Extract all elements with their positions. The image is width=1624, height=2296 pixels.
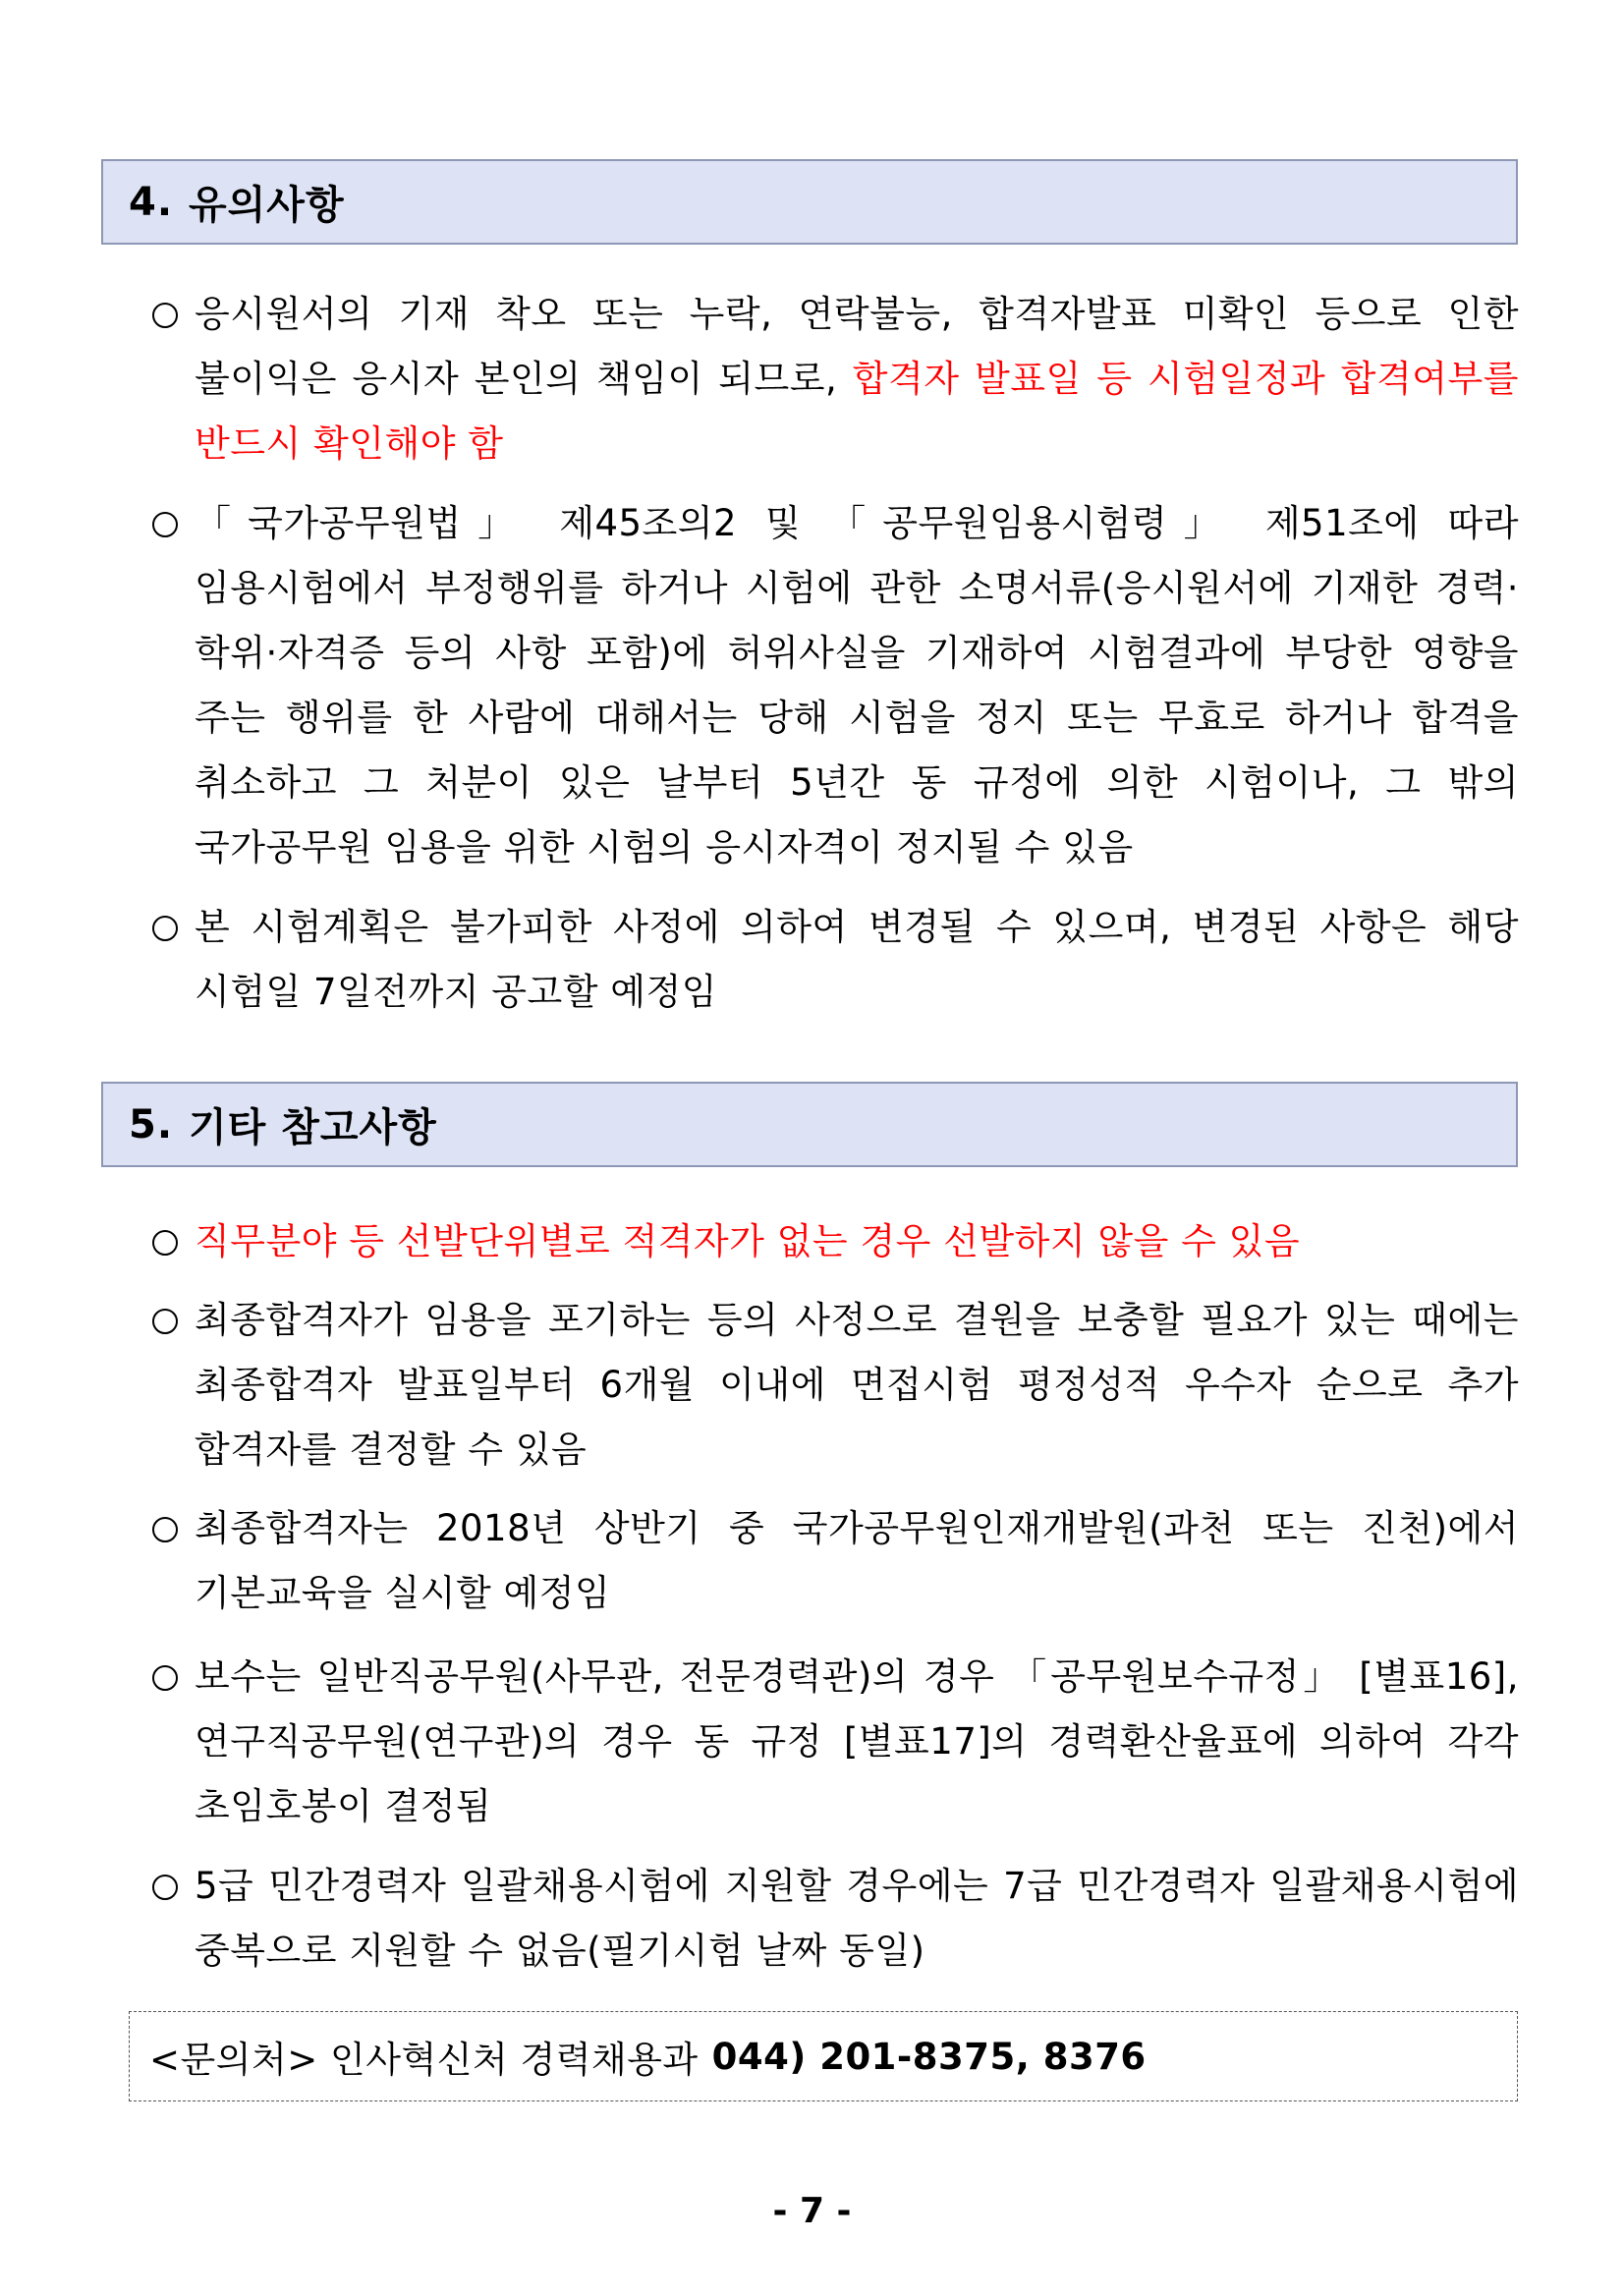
section-5-number: 5.	[129, 1101, 174, 1148]
section-4-title: 유의사항	[189, 183, 345, 228]
item-highlight: 직무분야 등 선발단위별로 적격자가 없는 경우 선발하지 않을 수 있음	[195, 1220, 1301, 1262]
section-5-title: 기타 참고사항	[189, 1105, 437, 1150]
item-text: 보수는 일반직공무원(사무관, 전문경력관)의 경우 「공무원보수규정」 [별표16], 연구직공무원(연구관)의 경우 동 규정 [별표17]의 경력환산율표에 의하여 각각 초임호봉이 결정됨	[195, 1655, 1519, 1827]
circle-bullet-icon	[136, 895, 195, 962]
list-item	[136, 895, 1521, 1025]
item-text: 최종합격자가 임용을 포기하는 등의 사정으로 결원을 보충할 필요가 있는 때에는 최종합격자 발표일부터 6개월 이내에 면접시험 평정성적 우수자 순으로 추가 합격자를 결정할 수 있음	[195, 1299, 1519, 1471]
item-text: 본 시험계획은 불가피한 사정에 의하여 변경될 수 있으며, 변경된 사항은 해당 시험일 7일전까지 공고할 예정임	[195, 906, 1519, 1013]
section-5-header	[101, 1082, 1518, 1167]
list-item	[136, 1645, 1521, 1839]
item-text: 최종합격자는 2018년 상반기 중 국가공무원인재개발원(과천 또는 진천)에서 기본교육을 실시할 예정임	[195, 1507, 1519, 1614]
page-number: - 7 -	[772, 2191, 852, 2231]
circle-bullet-icon	[136, 1645, 195, 1711]
list-item	[136, 491, 1521, 880]
circle-bullet-icon	[136, 1496, 195, 1563]
list-item	[136, 1496, 1521, 1626]
contact-box	[129, 2011, 1518, 2101]
contact-label: <문의처> 인사혁신처 경력채용과	[149, 2039, 699, 2081]
item-text: 응시원서의 기재 착오 또는 누락, 연락불능, 합격자발표 미확인 등으로 인한 불이익은 응시자 본인의 책임이 되므로,	[195, 293, 1519, 400]
circle-bullet-icon	[136, 1209, 195, 1276]
list-item	[136, 1209, 1521, 1274]
circle-bullet-icon	[136, 1288, 195, 1355]
item-text: 「국가공무원법」 제45조의2 및 「공무원임용시험령」 제51조에 따라 임용시험에서 부정행위를 하거나 시험에 관한 소명서류(응시원서에 기재한 경력·학위·자격증 등의 사항 포함)에 허위사실을 기재하여 시험결과에 부당한 영향을 주는 행위를 한 사람에 대해서는 당해 시험을 정지 또는 무효로 하거나 합격을 취소하고 그 처분이 있은 날부터 5년간 동 규정에 의한 시험이나, 그 밖의 국가공무원 임용을 위한 시험의 응시자격이 정지될 수 있음	[195, 502, 1519, 868]
list-item	[136, 1288, 1521, 1483]
item-text: 5급 민간경력자 일괄채용시험에 지원할 경우에는 7급 민간경력자 일괄채용시험에 중복으로 지원할 수 없음(필기시험 날짜 동일)	[195, 1865, 1519, 1972]
list-item	[136, 282, 1521, 476]
item-highlight: 합격자 발표일 등 시험일정과 합격여부를 반드시 확인해야 함	[195, 358, 1519, 465]
circle-bullet-icon	[136, 282, 195, 349]
section-4-number: 4.	[129, 179, 174, 225]
list-item	[136, 1854, 1521, 1984]
circle-bullet-icon	[136, 1854, 195, 1921]
circle-bullet-icon	[136, 491, 195, 558]
contact-phone: 044) 201-8375, 8376	[711, 2035, 1147, 2078]
section-4-header	[101, 159, 1518, 245]
